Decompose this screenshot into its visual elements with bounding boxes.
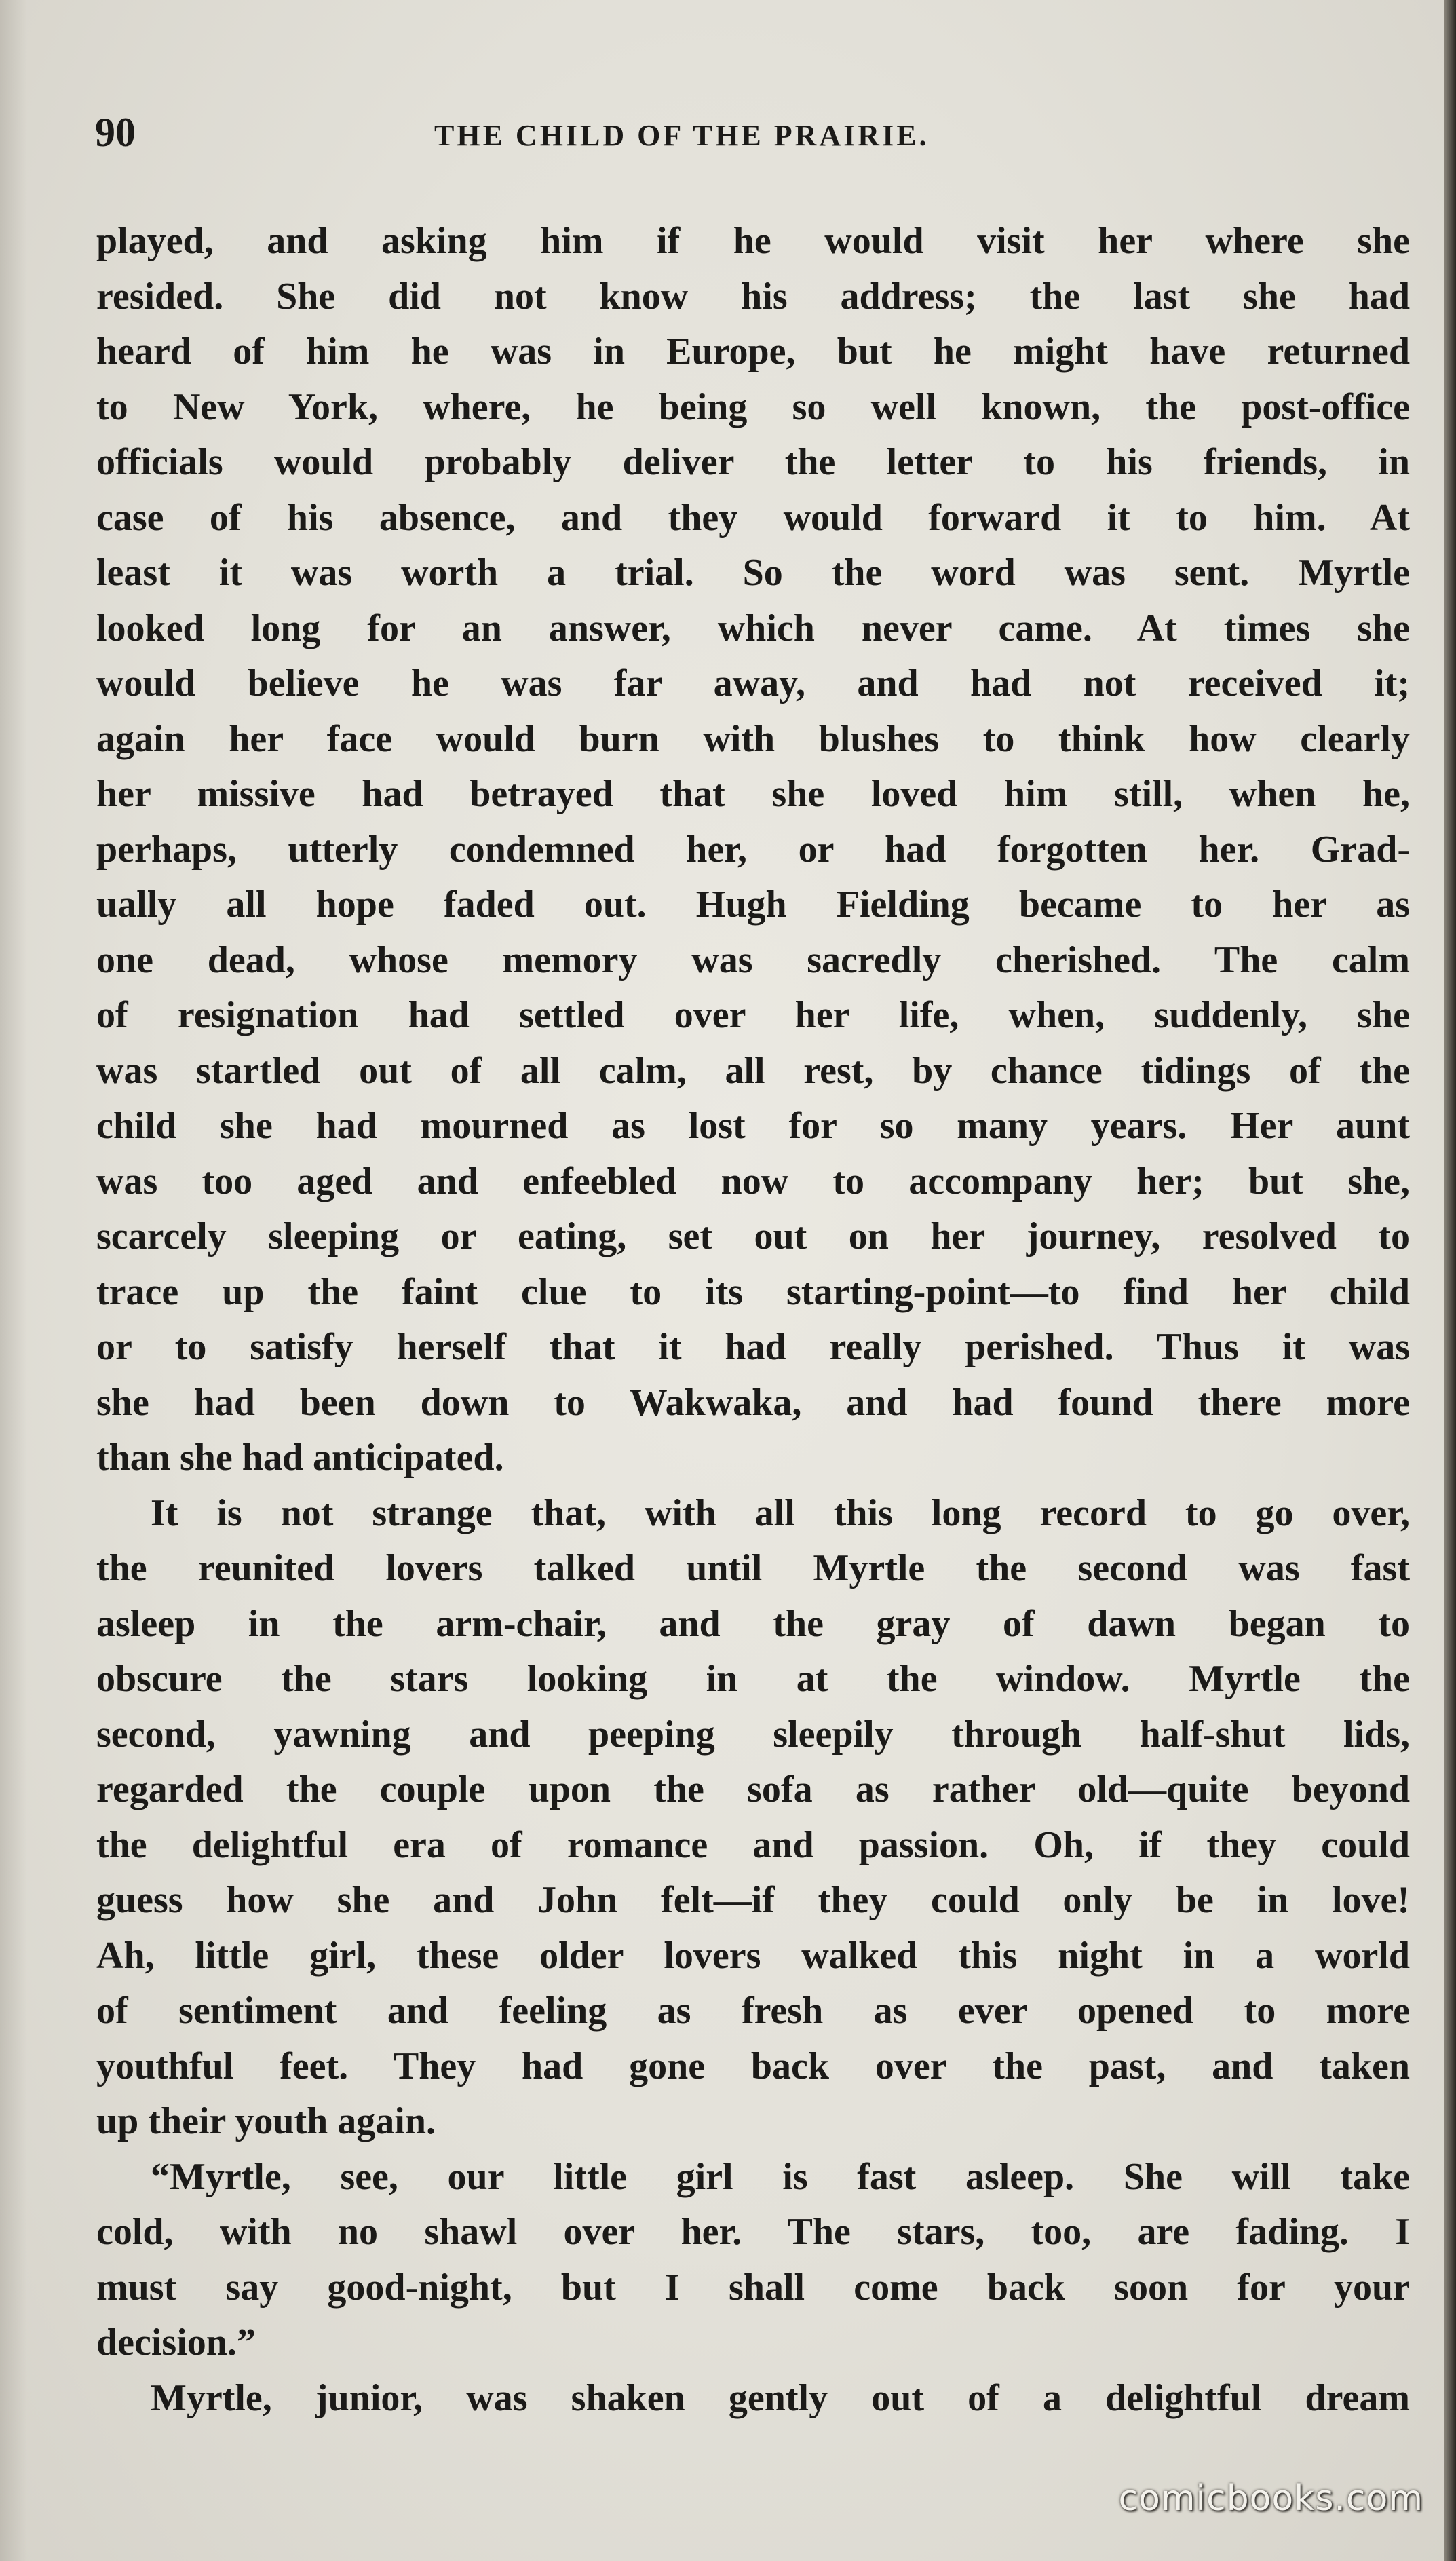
text-line: cold, with no shawl over her. The stars, too, are fading. I [96, 2211, 1410, 2253]
text-line: up their youth again. [96, 2100, 436, 2142]
text-line: of sentiment and feeling as fresh as ever opened to more [96, 1990, 1410, 2032]
text-line: officials would probably deliver the letter to his friends, in [96, 441, 1410, 483]
text-line: second, yawning and peeping sleepily through half-shut lids, [96, 1713, 1410, 1756]
text-line: youthful feet. They had gone back over the past, and taken [96, 2045, 1410, 2087]
text-line: must say good-night, but I shall come back soon for your [96, 2266, 1410, 2309]
text-line: decision.” [96, 2321, 256, 2364]
text-line: Myrtle, junior, was shaken gently out of a delightful dream [151, 2376, 1410, 2419]
text-line: heard of him he was in Europe, but he might have returned [96, 330, 1410, 373]
text-line: asleep in the arm-chair, and the gray of dawn began to [96, 1602, 1410, 1645]
text-line: was too aged and enfeebled now to accompany her; but she, [96, 1160, 1410, 1202]
text-line: of resignation had settled over her life, when, suddenly, she [96, 994, 1410, 1036]
text-line: the delightful era of romance and passion. Oh, if they could [96, 1823, 1410, 1866]
text-line: “Myrtle, see, our little girl is fast asleep. She will take [151, 2155, 1410, 2198]
text-line: or to satisfy herself that it had really perished. Thus it was [96, 1326, 1410, 1368]
text-line: she had been down to Wakwaka, and had found there more [96, 1381, 1410, 1424]
text-line: Ah, little girl, these older lovers walked this night in a world [96, 1934, 1410, 1977]
text-line: least it was worth a trial. So the word was sent. Myrtle [96, 552, 1410, 594]
text-line: than she had anticipated. [96, 1437, 504, 1479]
text-line: to New York, where, he being so well known, the post-office [96, 385, 1410, 428]
text-line: guess how she and John felt—if they could only be in love! [96, 1879, 1410, 1921]
text-line: resided. She did not know his address; the last she had [96, 275, 1410, 318]
page-edge [1444, 0, 1456, 2561]
text-line: regarded the couple upon the sofa as rather old—quite beyond [96, 1768, 1410, 1810]
watermark: comicbooks.com [1118, 2478, 1423, 2519]
text-line: one dead, whose memory was sacredly cherished. The calm [96, 938, 1410, 981]
text-line: would believe he was far away, and had not received it; [96, 662, 1410, 704]
page-gutter-shadow [0, 0, 27, 2561]
text-line: obscure the stars looking in at the window. Myrtle the [96, 1658, 1410, 1700]
page-number: 90 [95, 110, 136, 155]
text-line: It is not strange that, with all this long record to go over, [151, 1492, 1410, 1534]
text-line: played, and asking him if he would visit her where she [96, 220, 1410, 262]
text-line: looked long for an answer, which never came. At times she [96, 607, 1410, 649]
text-line: ually all hope faded out. Hugh Fielding became to her as [96, 884, 1410, 926]
text-line: perhaps, utterly condemned her, or had forgotten her. Grad- [96, 828, 1410, 871]
text-line: case of his absence, and they would forward it to him. At [96, 496, 1410, 539]
text-line: child she had mourned as lost for so many years. Her aunt [96, 1105, 1410, 1147]
running-head: THE CHILD OF THE PRAIRIE. [434, 119, 930, 152]
body-text [96, 214, 1410, 2426]
text-line: trace up the faint clue to its starting-point—to find her child [96, 1270, 1410, 1313]
text-line: was startled out of all calm, all rest, by chance tidings of the [96, 1049, 1410, 1092]
text-line: the reunited lovers talked until Myrtle the second was fast [96, 1547, 1410, 1589]
text-line: her missive had betrayed that she loved him still, when he, [96, 773, 1410, 815]
page-header [95, 109, 1408, 156]
text-line: again her face would burn with blushes to think how clearly [96, 717, 1410, 760]
text-line: scarcely sleeping or eating, set out on her journey, resolved to [96, 1215, 1410, 1257]
